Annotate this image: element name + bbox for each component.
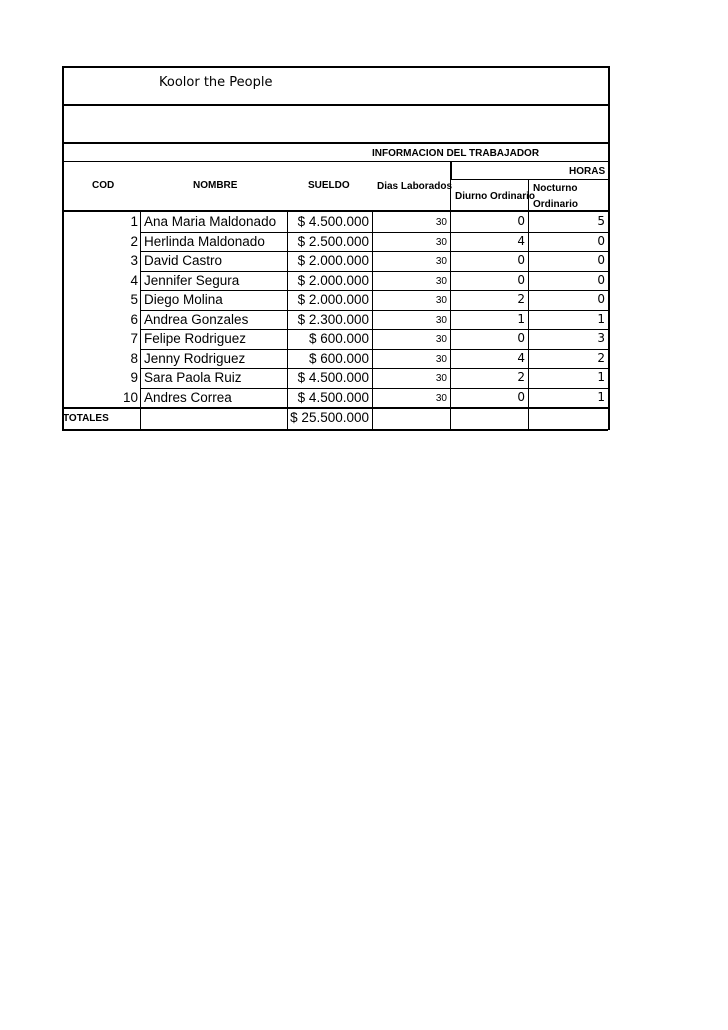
row-dias: 30 <box>435 217 447 228</box>
row-diurno: 0 <box>517 389 525 404</box>
row-sueldo: $ 2.000.000 <box>297 253 369 268</box>
row-cod: 5 <box>130 292 138 307</box>
row-dias: 30 <box>435 256 447 267</box>
row-sueldo: $ 2.300.000 <box>297 311 369 327</box>
divider <box>450 162 451 212</box>
totals-bottom-border <box>62 429 608 431</box>
header-nombre: NOMBRE <box>193 180 238 191</box>
row-cod: 10 <box>122 389 138 405</box>
header-nocturno-line2: Ordinario <box>533 199 579 210</box>
row-nocturno: 1 <box>597 311 605 326</box>
row-diurno: 0 <box>517 272 525 287</box>
row-sueldo: $ 4.500.000 <box>297 389 369 405</box>
column-divider <box>372 212 373 429</box>
row-nocturno: 0 <box>597 272 605 287</box>
column-divider <box>450 212 451 429</box>
row-diurno: 4 <box>517 350 525 365</box>
row-nombre: Ana Maria Maldonado <box>144 214 277 229</box>
row-nocturno: 3 <box>597 331 605 345</box>
divider <box>528 180 529 212</box>
row-dias: 30 <box>435 353 447 365</box>
row-dias: 30 <box>435 295 447 306</box>
row-nocturno: 0 <box>597 233 605 248</box>
row-nombre: Herlinda Maldonado <box>144 233 265 249</box>
row-nocturno: 0 <box>597 253 605 267</box>
row-dias: 30 <box>435 373 447 384</box>
row-nocturno: 5 <box>597 214 605 228</box>
row-cod: 9 <box>130 370 138 385</box>
row-nocturno: 1 <box>597 389 605 404</box>
row-nocturno: 1 <box>597 370 605 384</box>
row-cod: 2 <box>130 233 138 249</box>
row-nombre: Jennifer Segura <box>144 272 240 288</box>
company-name: Koolor the People <box>159 75 273 90</box>
row-diurno: 2 <box>517 370 525 384</box>
row-sueldo: $ 4.500.000 <box>297 370 369 385</box>
row-cod: 7 <box>130 331 138 346</box>
row-sueldo: $ 4.500.000 <box>297 214 369 229</box>
row-nombre: David Castro <box>144 253 223 268</box>
row-sueldo: $ 2.000.000 <box>297 272 369 288</box>
row-diurno: 0 <box>517 214 525 228</box>
header-cod: COD <box>92 180 115 191</box>
section-title: INFORMACION DEL TRABAJADOR <box>372 148 540 159</box>
row-dias: 30 <box>435 236 447 248</box>
column-divider <box>287 212 288 429</box>
row-cod: 4 <box>130 272 138 288</box>
row-dias: 30 <box>435 334 447 345</box>
row-cod: 3 <box>130 253 138 268</box>
row-sueldo: $ 600.000 <box>308 331 369 346</box>
row-dias: 30 <box>435 275 447 287</box>
header-sueldo: SUELDO <box>308 180 350 191</box>
row-nombre: Jenny Rodriguez <box>144 350 246 366</box>
row-diurno: 0 <box>517 331 525 345</box>
row-cod: 6 <box>130 311 138 327</box>
row-sueldo: $ 2.500.000 <box>297 233 369 249</box>
row-sueldo: $ 2.000.000 <box>297 292 369 307</box>
company-header <box>62 66 610 106</box>
row-diurno: 2 <box>517 292 525 306</box>
row-nocturno: 2 <box>597 350 605 365</box>
row-diurno: 4 <box>517 233 525 248</box>
row-nombre: Andrea Gonzales <box>144 311 249 327</box>
header-diurno: Diurno Ordinario <box>455 191 535 202</box>
header-dias: Dias Laborados <box>377 181 453 192</box>
row-cod: 1 <box>130 214 138 229</box>
row-nombre: Sara Paola Ruiz <box>144 370 242 385</box>
row-nocturno: 0 <box>597 292 605 306</box>
column-divider <box>140 212 141 429</box>
column-divider <box>528 212 529 429</box>
row-diurno: 0 <box>517 253 525 267</box>
totals-sueldo: $ 25.500.000 <box>290 410 369 425</box>
row-nombre: Diego Molina <box>144 292 223 307</box>
row-sueldo: $ 600.000 <box>308 350 369 366</box>
blank-header-row <box>62 106 610 144</box>
table-left-edge <box>62 212 64 429</box>
row-cod: 8 <box>130 350 138 366</box>
row-diurno: 1 <box>517 311 525 326</box>
row-dias: 30 <box>435 392 447 404</box>
row-dias: 30 <box>435 314 447 326</box>
horas-title: HORAS I <box>569 166 611 177</box>
totals-label: TOTALES <box>63 413 109 424</box>
table-right-edge <box>608 66 610 430</box>
header-nocturno-line1: Nocturno <box>533 183 578 194</box>
row-nombre: Felipe Rodriguez <box>144 331 247 346</box>
row-nombre: Andres Correa <box>144 389 232 405</box>
